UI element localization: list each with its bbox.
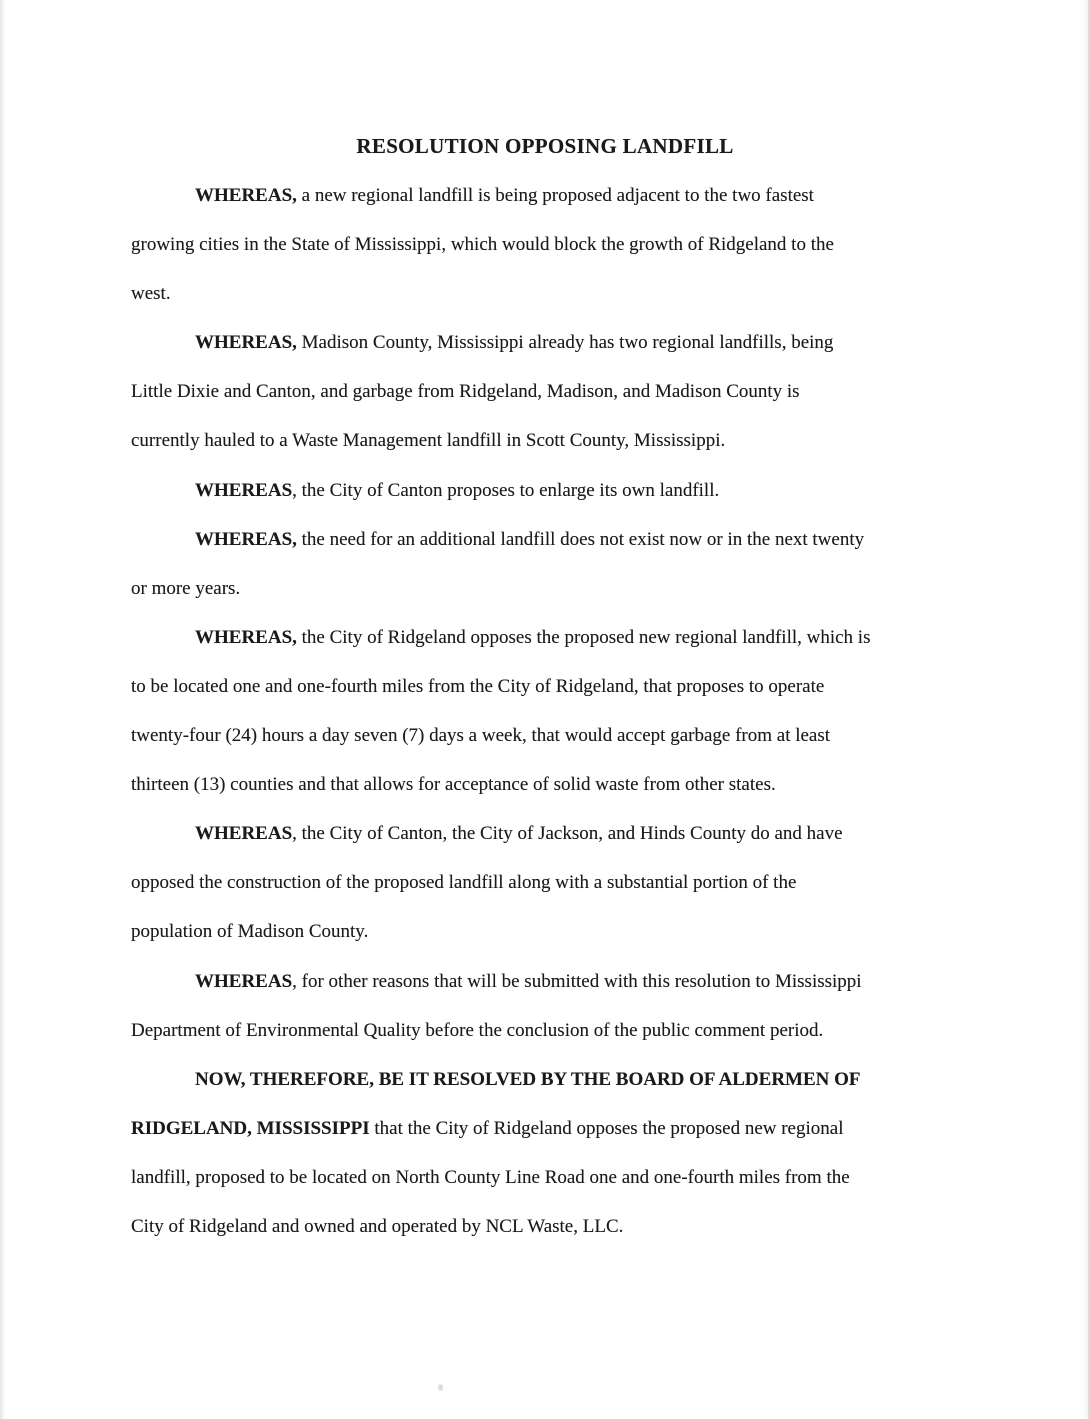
paragraph-whereas-6 — [131, 809, 971, 956]
line-text: twenty-four (24) hours a day seven (7) days a week, that would accept garbage from at least — [131, 725, 831, 747]
line-text: Department of Environmental Quality before the conclusion of the public comment period. — [131, 1019, 824, 1041]
document-line — [131, 1153, 971, 1202]
whereas-lead-bold: WHEREAS — [195, 823, 293, 845]
line-text: that the City of Ridgeland opposes the proposed new regional — [369, 1117, 844, 1139]
line-text: , the City of Canton proposes to enlarge its own landfill. — [292, 479, 720, 501]
line-text: thirteen (13) counties and that allows for acceptance of solid waste from other states. — [131, 774, 776, 796]
line-text: growing cities in the State of Mississippi, which would block the growth of Ridgeland to the — [131, 234, 834, 256]
document-line — [131, 1006, 971, 1055]
whereas-lead-bold: WHEREAS, — [195, 332, 297, 354]
paragraph-whereas-1 — [131, 171, 971, 318]
document-line — [131, 515, 971, 564]
resolved-lead-bold: RIDGELAND, MISSISSIPPI — [131, 1117, 370, 1139]
document-line — [131, 564, 971, 613]
scan-edge-left — [0, 0, 5, 1419]
line-text: landfill, proposed to be located on North County Line Road one and one-fourth miles from the — [131, 1166, 850, 1188]
line-text: Madison County, Mississippi already has two regional landfills, being — [296, 332, 834, 354]
whereas-lead-bold: WHEREAS, — [195, 528, 297, 550]
whereas-lead-bold: WHEREAS, — [195, 626, 297, 648]
document-line — [131, 809, 971, 858]
document-line — [131, 711, 971, 760]
document-line — [131, 858, 971, 907]
document-line — [131, 1104, 971, 1153]
whereas-lead-bold: WHEREAS, — [195, 185, 297, 206]
line-text: to be located one and one-fourth miles from the City of Ridgeland, that proposes to operate — [131, 675, 825, 697]
line-text: , for other reasons that will be submitted with this resolution to Mississippi — [292, 970, 862, 992]
line-text: or more years. — [131, 577, 241, 599]
document-line — [131, 416, 971, 465]
paragraph-whereas-2 — [131, 318, 971, 465]
paragraph-whereas-4 — [131, 515, 971, 613]
document-title: RESOLUTION OPPOSING LANDFILL — [356, 134, 734, 158]
line-text: , the City of Canton, the City of Jackson, and Hinds County do and have — [292, 823, 843, 845]
whereas-lead-bold: WHEREAS — [195, 479, 293, 501]
document-line — [131, 907, 971, 956]
document-line — [131, 220, 971, 269]
resolved-lead-bold: NOW, THEREFORE, BE IT RESOLVED BY THE BOARD OF ALDERMEN OF — [195, 1068, 861, 1090]
line-text: City of Ridgeland and owned and operated by NCL Waste, LLC. — [131, 1215, 624, 1237]
document-line — [131, 466, 971, 515]
document-body — [131, 171, 971, 1251]
line-text: population of Madison County. — [131, 921, 369, 943]
line-text: the need for an additional landfill does not exist now or in the next twenty — [296, 528, 865, 550]
document-line — [131, 269, 971, 318]
document-line — [131, 957, 971, 1006]
line-text: west. — [131, 283, 171, 305]
line-text: opposed the construction of the proposed landfill along with a substantial portion of the — [131, 872, 797, 894]
line-text: a new regional landfill is being proposed adjacent to the two fastest — [296, 185, 814, 206]
line-text: Little Dixie and Canton, and garbage from Ridgeland, Madison, and Madison County is — [131, 381, 800, 403]
document-line — [131, 662, 971, 711]
document-line — [131, 760, 971, 809]
whereas-lead-bold: WHEREAS — [195, 970, 293, 992]
line-text: the City of Ridgeland opposes the proposed new regional landfill, which is — [296, 626, 871, 648]
document-line — [131, 1202, 971, 1251]
document-line — [131, 367, 971, 416]
paragraph-resolution-clause — [131, 1055, 971, 1251]
document-line — [131, 171, 971, 220]
document-line — [131, 613, 971, 662]
document-line — [131, 318, 971, 367]
document-line — [131, 1055, 971, 1104]
paragraph-whereas-7 — [131, 957, 971, 1055]
line-text: currently hauled to a Waste Management landfill in Scott County, Mississippi. — [131, 430, 726, 452]
scan-artifact-speck — [438, 1384, 443, 1391]
paragraph-whereas-5 — [131, 613, 971, 809]
paragraph-whereas-3 — [131, 466, 971, 515]
